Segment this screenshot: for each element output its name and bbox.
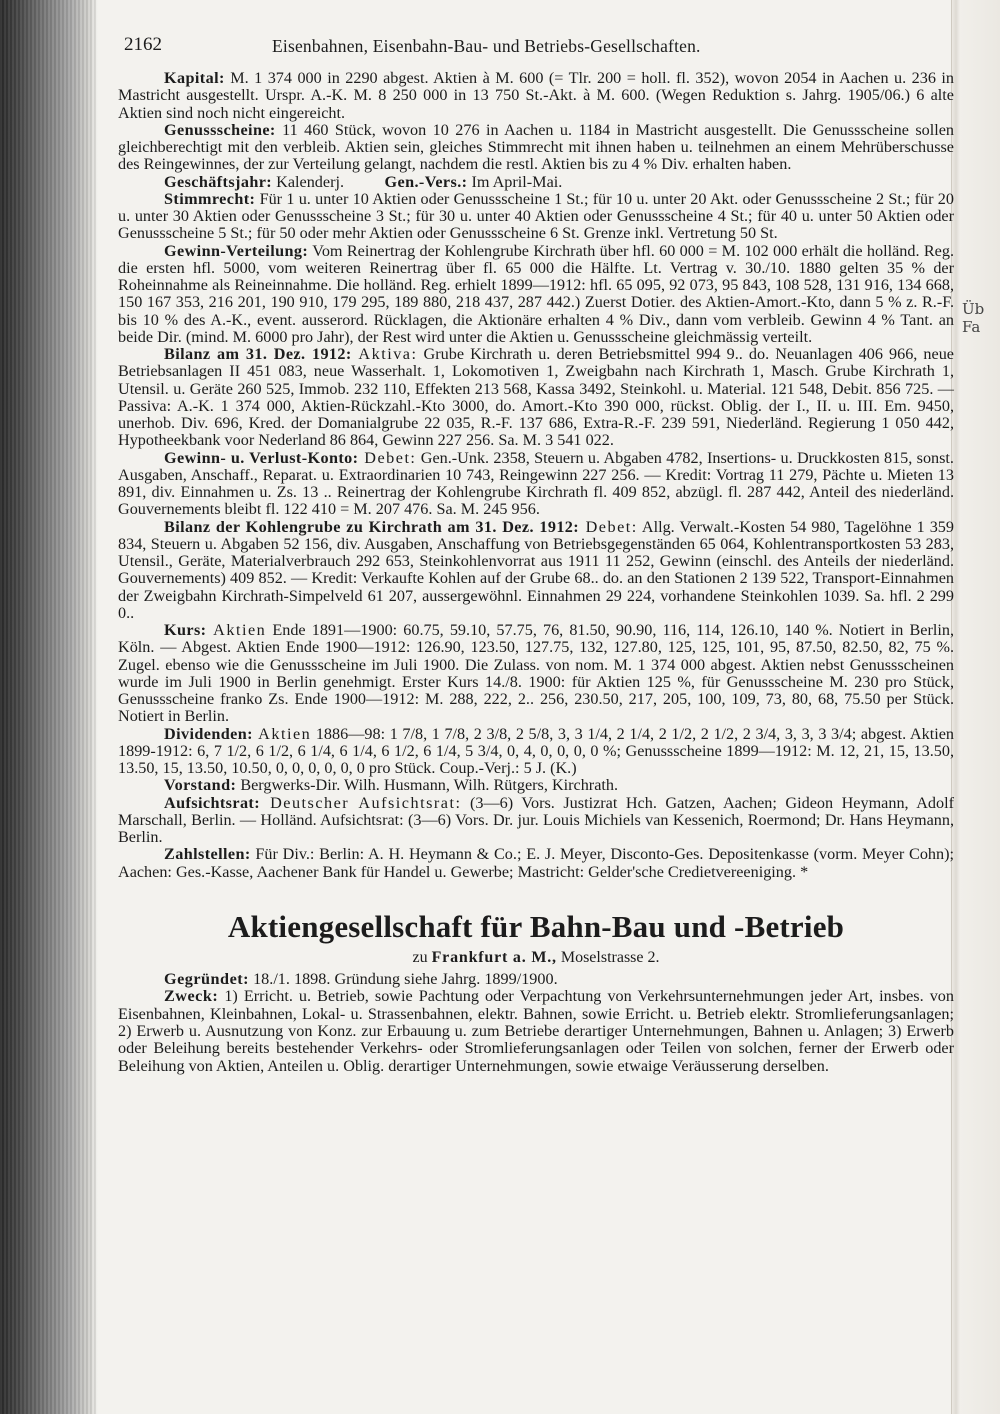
book-spine-shadow [0, 0, 98, 1414]
company-heading: Aktiengesellschaft für Bahn-Bau und -Betrieb [227, 908, 845, 944]
company-entry-body-2 [118, 971, 954, 1075]
entry-gewinn-verteilung: Gewinn-Verteilung: Vom Reinertrag der Kohlengrube Kirchrath über hfl. 60 000 = M. 102 000 erhält die holländ. Reg. die ersten hfl. 5000, vom weiteren Reinertrag über fl. 65 000 die Hälfte. Lt. Vertrag v. 30./10. 1880 gelten 35 % der Roheinnahme als Reineinnahme. Die holländ. Reg. erhielt 1899—1912: hfl. 65 095, 92 073, 95 843, 108 528, 131 916, 134 668, 150 167 353, 216 201, 190 910, 179 295, 189 880, 218 437, 287 442.) Zuerst Dotier. des Aktien-Amort.-Kto, dann 5 % z. R.-F. bis 10 % des A.-K., event. ausserord. Rücklagen, die Aktionäre erhalten 4 % Div., dann vom verbleib. Gewinn 4 % Tant. an beide Dir. (mind. M. 6000 pro Jahr), der Rest wird unter die Aktien u. Genussscheine gleichmässig verteilt. [118, 241, 954, 346]
entry-bilanz-kohlengrube: Bilanz der Kohlengrube zu Kirchrath am 31. Dez. 1912: Debet: Allg. Verwalt.-Kosten 54 980, Tagelöhne 1 359 834, Steuern u. Abgaben 52 156, div. Ausgaben, Anschaffung von Betriebsgegenständen 65 064, Kohlentransportkosten 53 283, Utensil., Geräte, Materialverbrauch 292 653, Steinkohlenvorrat aus 1911 11 252, Gewinn (einschl. des Anteils der niederländ. Gouvernements) 409 852. — Kredit: Verkaufte Kohlen auf der Grube 68.. do. an den Stationen 2 139 522, Transport-Einnahmen der Zweigbahn Kirchrath-Simpelveld 61 207, aussergewöhnl. Einnahmen 29 224, vorhandene Steinkohlen 1039. Sa. hfl. 2 299 0.. [118, 517, 954, 622]
entry-zahlstellen: Zahlstellen: Für Div.: Berlin: A. H. Heymann & Co.; E. J. Meyer, Disconto-Ges. Depositenkasse (vorm. Meyer Cohn); Aachen: Ges.-Kasse, Aachener Bank für Handel u. Gewerbe; Mastricht: Gelder'sche Credietvereeniging. * [118, 845, 954, 881]
entry-kapital: Kapital: M. 1 374 000 in 2290 abgest. Aktien à M. 600 (= Tlr. 200 = holl. fl. 352), wovon 2054 in Aachen u. 236 in Mastricht ausgestellt. Urspr. A.-K. M. 8 250 000 in 13 750 St.-Akt. à M. 600. (Wegen Reduktion s. Jahrg. 1905/06.) 6 alte Aktien sind noch nicht eingereicht. [118, 69, 954, 122]
running-header [118, 28, 954, 58]
running-title: Eisenbahnen, Eisenbahn-Bau- und Betriebs-Gesellschaften. [272, 36, 701, 56]
entry-geschaeftsjahr: Geschäftsjahr: Kalenderj. Gen.-Vers.: Im April-Mai. [164, 172, 563, 191]
entry-dividenden: Dividenden: Aktien 1886—98: 1 7/8, 1 7/8, 2 3/8, 2 5/8, 3, 3 1/4, 2 1/4, 2 1/2, 2 1/2, 2 3/4, 3, 3, 3 3/4; abgest. Aktien 1899-1912: 6, 7 1/2, 6 1/2, 6 1/4, 6 1/4, 6 1/2, 6 1/4, 5 3/4, 0, 4, 0, 0, 0, 0 %; Genussscheine 1899—1912: M. 12, 21, 15, 13.50, 13.50, 15, 13.50, 10.50, 0, 0, 0, 0, 0, 0 pro Stück. Coup.-Verj.: 5 J. (K.) [118, 724, 954, 777]
company-location: zu Frankfurt a. M., Moselstrasse 2. [412, 948, 660, 966]
page-number: 2162 [124, 34, 162, 55]
entry-stimmrecht: Stimmrecht: Für 1 u. unter 10 Aktien oder Genussscheine 1 St.; für 10 u. unter 20 Akt. oder Genussscheine 2 St.; für 20 u. unter 30 Aktien oder Genussscheine 3 St.; für 30 u. unter 40 Aktien oder Genussscheine 4 St.; für 40 u. unter 50 Aktien oder Genussscheine 5 St.; für 50 oder mehr Aktien oder Genussscheine 6 St. Grenze inkl. Vertretung 50 St. [118, 189, 954, 243]
entry-bilanz: Bilanz am 31. Dez. 1912: Aktiva: Grube Kirchrath u. deren Betriebsmittel 994 9.. do. Neuanlagen 406 966, neue Betriebsanlagen II 451 083, neue Wasserhalt. 1, Lokomotiven 1, Zweigbahn nach Kirchrath 1, Masch. Grube Kirchrath 1, Utensil. u. Geräte 260 525, Immob. 232 110, Effekten 213 568, Kassa 3492, Steinkohl. u. Material. 121 548, Debit. 856 725. — Passiva: A.-K. 1 374 000, Aktien-Rückzahl.-Kto 3000, do. Amort.-Kto 390 000, rückst. Oblig. der I., II. u. III. Em. 9450, unerhob. Div. 696, Kred. der Domanialgrube 22 035, R.-F. 137 686, Extra-R.-F. 239 591, Niederländ. Regierung 1 050 442, Hypotheekbank voor Nederland 86 864, Gewinn 227 256. Sa. M. 3 541 022. [118, 345, 954, 450]
entry-aufsichtsrat: Aufsichtsrat: Deutscher Aufsichtsrat: (3—6) Vors. Justizrat Hch. Gatzen, Aachen; Gideon Heymann, Adolf Marschall, Berlin. — Holländ. Aufsichtsrat: (3—6) Vors. Dr. jur. Louis Michiels van Kessenich, Roermond; Dr. Hans Heymann, Berlin. [118, 793, 955, 846]
entry-zweck: Zweck: 1) Erricht. u. Betrieb, sowie Pachtung oder Verpachtung von Verkehrsunternehmungen jeder Art, insbes. von Eisenbahnen, Kleinbahnen, Lokal- u. Strassenbahnen, elektr. Bahnen, sowie Erricht. u. Betrieb elektr. Stromlieferungsanlagen; 2) Erwerb u. Ausnutzung von Konz. zur Erbauung u. zum Betriebe derartiger Unternehmungen, Bahnen u. Anlagen; 3) Erwerb oder Beleihung bereits bestehender Verkehrs- oder Stromlieferungsanlagen oder Teilen von solchen, ferner der Erwerb oder Beleihung von Aktien, Anteilen u. Oblig. derartiger Unternehmungen, sowie etwaige Veräusserung derselben. [118, 987, 954, 1075]
entry-genussscheine: Genussscheine: 11 460 Stück, wovon 10 276 in Aachen u. 1184 in Mastricht ausgestellt. Die Genussscheine sollen gleichberechtigt mit den verbleib. Aktien sein, gleiches Stimmrecht mit ihnen haben u. teilnehmen an einem Mehrüberschusse des Reingewinnes, der zur Verteilung gelangt, nachdem die restl. Aktien bis zu 4 % Div. erhalten haben. [118, 120, 954, 174]
entry-gewinn-verlust-konto: Gewinn- u. Verlust-Konto: Debet: Gen.-Unk. 2358, Steuern u. Abgaben 4782, Insertions- u. Druckkosten 815, sonst. Ausgaben, Anschaff., Reparat. u. Extraordinarien 10 743, Reingewinn 227 256. — Kredit: Vortrag 11 279, Pächte u. Mieten 13 891, div. Einnahmen u. Zs. 13 .. Reinertrag der Kohlengrube Kirchrath fl. 409 852, abzügl. fl. 287 442, Anteil des niederländ. Gouvernements bleibt fl. 122 410 = M. 207 476. Sa. M. 245 956. [118, 448, 954, 519]
right-page-edge [951, 0, 1000, 1414]
margin-fragment: Fa [962, 318, 981, 336]
margin-fragment: Üb [962, 300, 985, 318]
entry-kurs: Kurs: Aktien Ende 1891—1900: 60.75, 59.10, 57.75, 76, 81.50, 90.90, 116, 114, 126.10, 140 %. Notiert in Berlin, Köln. — Abgest. Aktien Ende 1900—1912: 126.90, 123.50, 127.75, 132, 127.80, 125, 125, 101, 95, 87.50, 82.50, 82, 75 %. Zugel. ebenso wie die Genussscheine im Juli 1900. Die Zulass. von nom. M. 1 374 000 abgest. Aktien nebst Genussscheinen wurde im Juli 1900 in Berlin genehmigt. Erster Kurs 14./8. 1900: für Aktien 125 %, für Genussscheine M. 230 pro Stück, Genussscheine franko Zs. Ende 1900—1912: M. 288, 222, 2.. 256, 230.50, 217, 205, 100, 109, 73, 80, 68, 75.50 per Stück. Notiert in Berlin. [118, 621, 954, 726]
company-entry-body [118, 70, 954, 881]
entry-gegruendet: Gegründet: 18./1. 1898. Gründung siehe Jahrg. 1899/1900. [164, 969, 558, 988]
document-page [118, 28, 954, 1075]
entry-vorstand: Vorstand: Bergwerks-Dir. Wilh. Husmann, Wilh. Rütgers, Kirchrath. [164, 776, 619, 795]
